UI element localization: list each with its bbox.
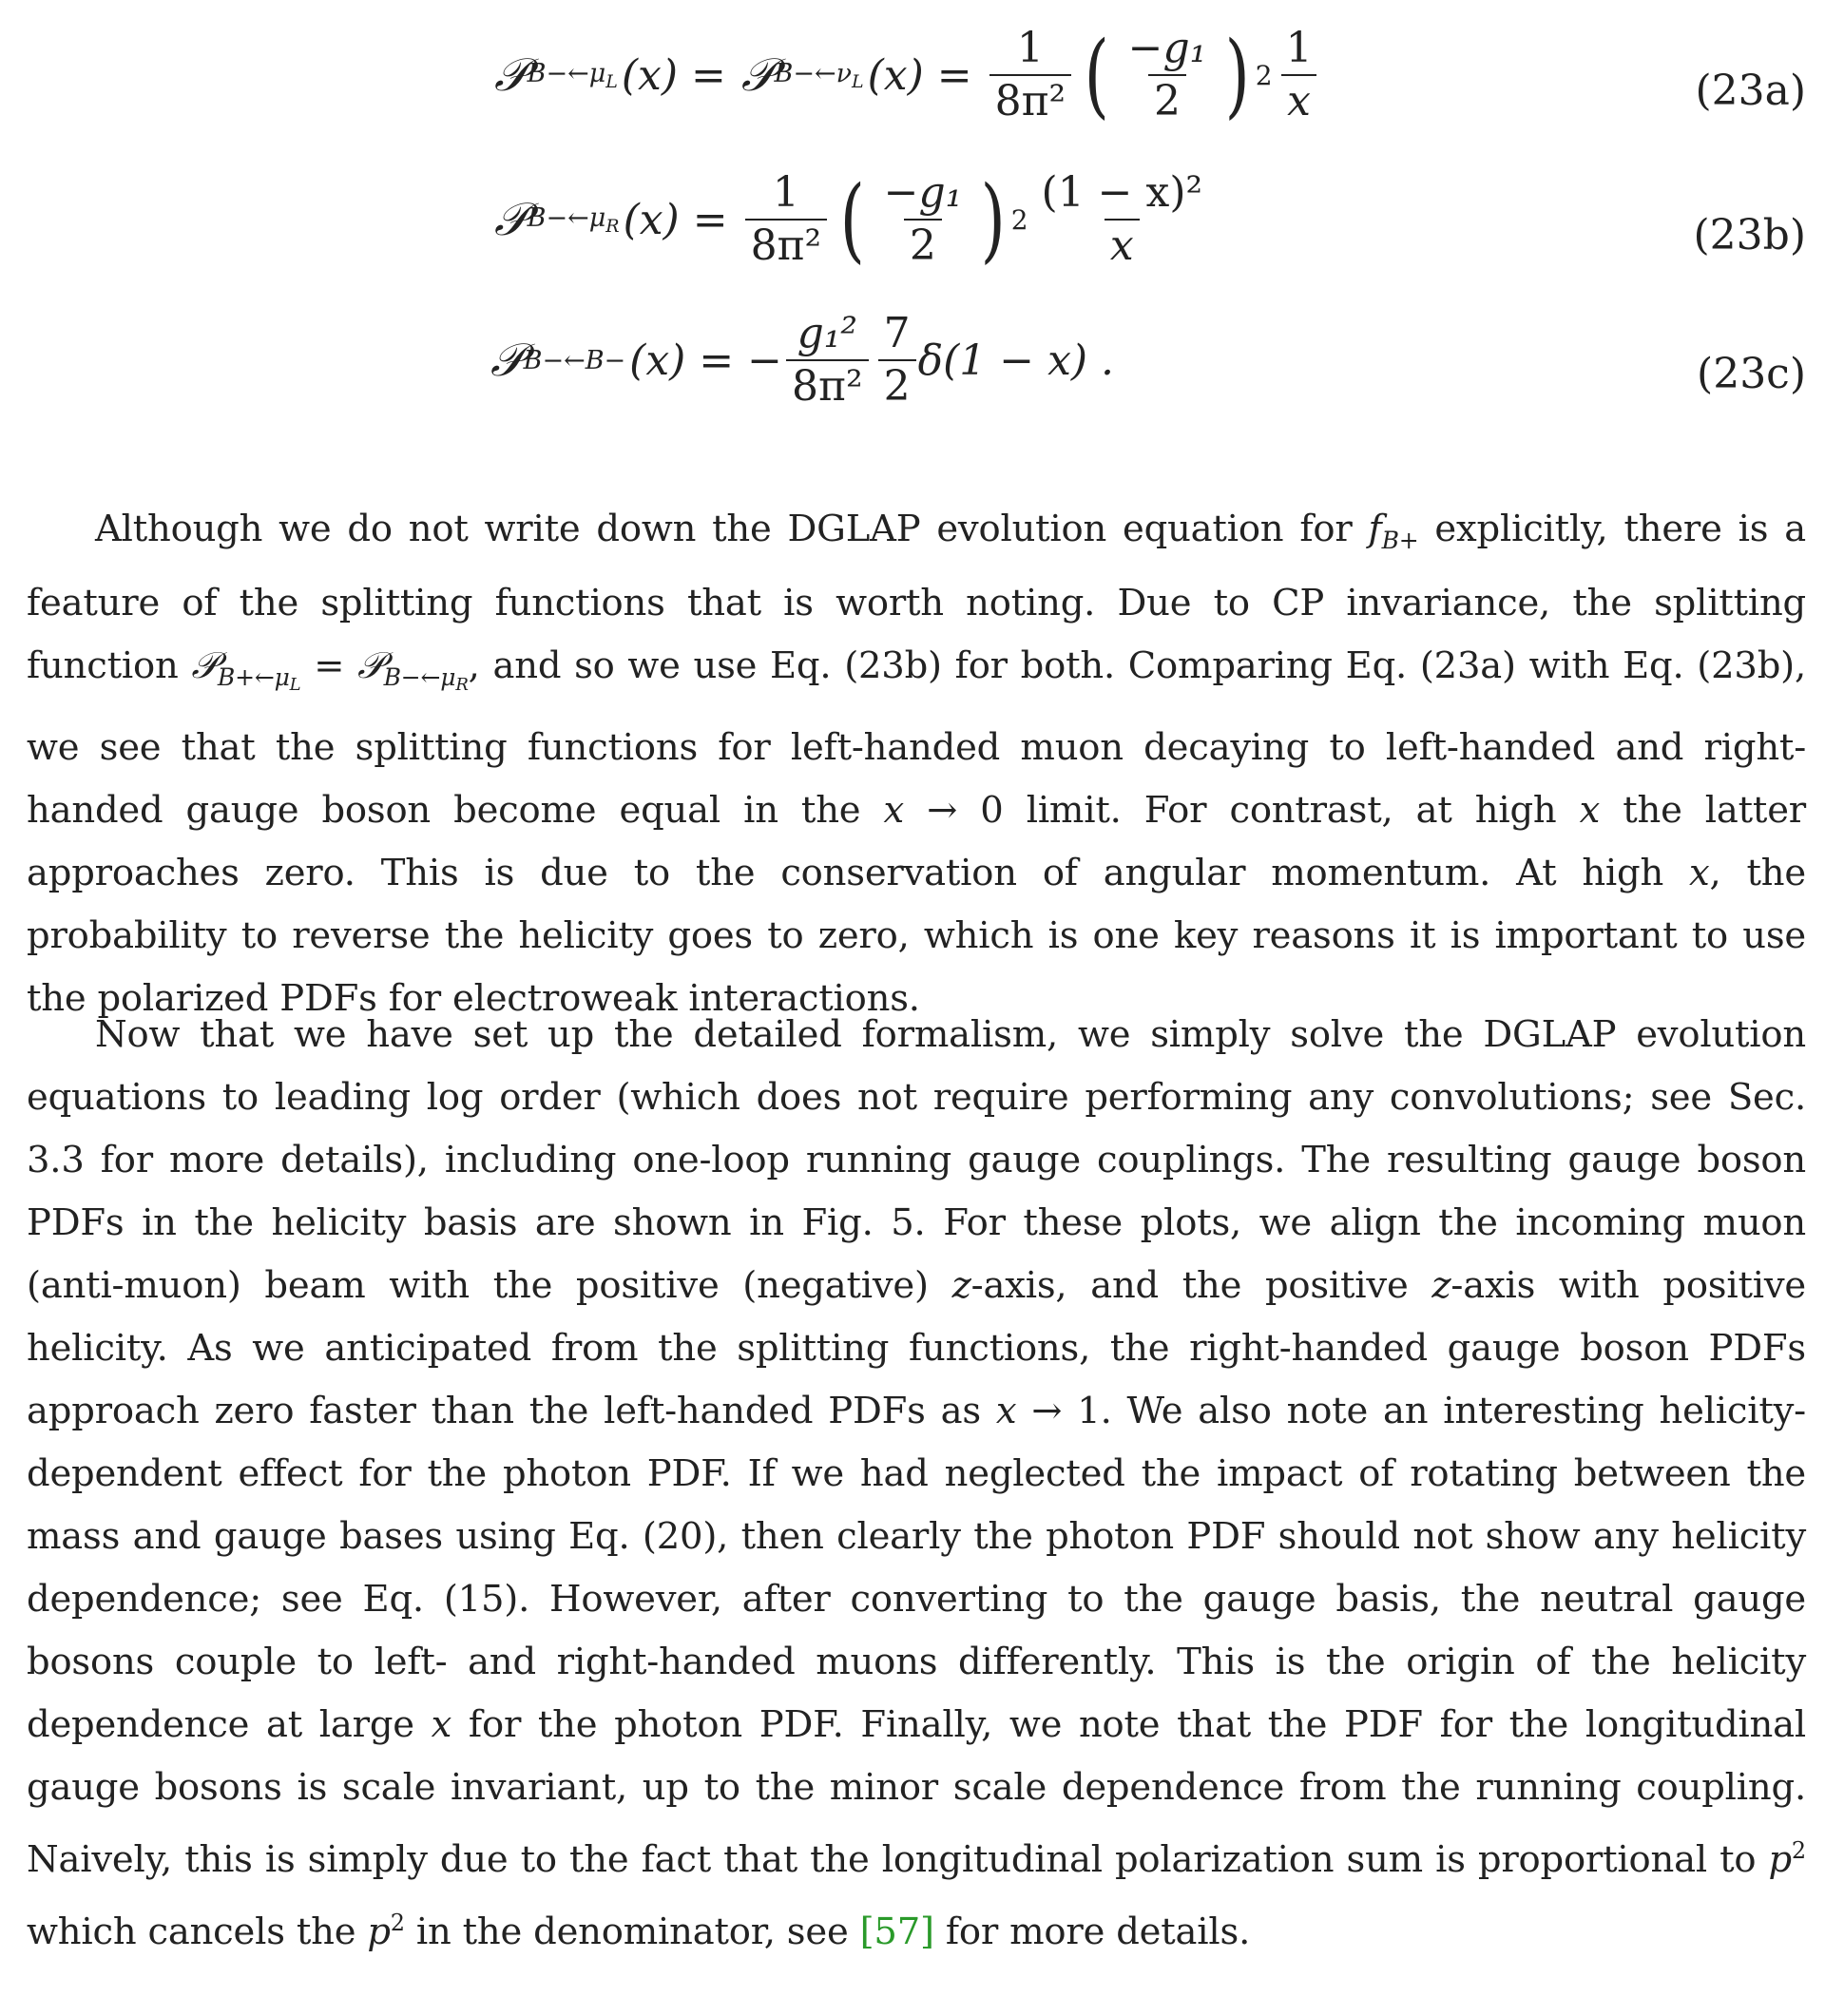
math-operator: = [300,644,358,687]
eq-symbol: 𝒫 [490,333,524,387]
equation-number: (23b) [1693,211,1806,259]
right-paren: ) [980,166,1007,274]
eq-subscript-2: L [605,70,618,92]
paper-page [27,0,1806,2016]
math-var: p [367,1910,391,1953]
paragraph-text [27,1004,1806,1964]
eq-coef-den: 8π² [745,219,828,268]
text-run: -axis, and the positive [970,1264,1432,1307]
eq-subscript-2: R [605,215,620,237]
eq-symbol: 𝒫 [494,48,528,102]
text-run: in the denominator, see [404,1910,860,1953]
text-run: which cancels the [27,1910,368,1953]
text-run: Now that we have set up the detailed formalism, we simply solve the DGLAP evolution equations to leading log order (which does not require performing any convolutions; see Sec. 3.3 for more details), including one-loop running gauge couplings. The resulting gauge boson PDFs in the helicity basis are shown in Fig. 5. For these plots, we align the incoming muon (anti-muon) beam with the positive (negative) [27,1013,1806,1307]
eq-inner-fraction [1123,24,1213,126]
math-var: x [1689,852,1710,894]
math-var: p [1768,1837,1792,1881]
math-var: z [1431,1264,1451,1307]
eq-coef-num: 1 [1016,24,1044,72]
math-var: f [1368,508,1382,550]
eq-tail-num: (1 − x)² [1041,168,1203,217]
eq-subscript-mid: B−←ν [774,58,852,88]
eq-frac2-den: 2 [878,359,916,409]
eq-inner-fraction [878,168,969,271]
eq-power: 2 [1255,59,1273,91]
eq-subscript: B−←μ [527,202,606,233]
eq-coefficient [745,168,828,271]
text-run: , and so we use Eq. (23b) for both. Comparing Eq. (23a) with Eq. (23b), we see that the splitting functions for left-handed muon decaying to left-handed and right-handed gauge boson become equal in the [27,644,1806,832]
paragraph-helicity [27,498,1806,1030]
eq-subscript: B−←B− [523,345,626,375]
eq-argument: (x) = [621,50,726,100]
math-var: x [995,1390,1017,1432]
eq-second-fraction [878,309,916,412]
text-run: explicitly, there is a feature of the splitting functions that is worth noting. Due to CP invariance, the splitting function [27,508,1806,687]
text-run: , the probability to reverse the helicity goes to zero, which is one key reasons it is important to use the polarized PDFs for electroweak interactions. [27,852,1806,1020]
eq-coef-den: 8π² [786,359,869,409]
paragraph-text [27,498,1806,1030]
eq-inner-num: −g₁ [1127,24,1207,72]
text-run: for the photon PDF. Finally, we note that the PDF for the longitudinal gauge bosons is scale invariant, up to the minor scale dependence from the running coupling. Naively, this is simply due to the fact that the longitudinal polarization sum is proportional to [27,1703,1807,1881]
math-var: x [431,1703,452,1746]
equation-23a [27,17,1806,150]
math-subscript: B+ [1381,527,1419,554]
math-subscript: B+←μ [217,663,290,691]
math-subscript: B−←μ [383,663,456,691]
eq-argument-mid: (x) = [867,50,972,100]
math-symbol: 𝒫 [191,644,218,687]
equation-number: (23a) [1695,67,1806,115]
eq-argument: (x) = [623,195,728,244]
text-run: the latter approaches zero. This is due to the conservation of angular momentum. At high [27,789,1806,894]
citation-link[interactable]: [57] [859,1910,934,1953]
eq-coefficient [786,309,869,412]
eq-subscript: B−←μ [527,58,606,88]
left-paren: ( [1084,22,1110,129]
eq-power: 2 [1010,203,1028,236]
eq-inner-den: 2 [904,219,942,268]
text-run: Although we do not write down the DGLAP evolution equation for [95,508,1369,550]
eq-symbol-mid: 𝒫 [740,48,775,102]
math-superscript: 2 [1791,1837,1806,1864]
eq-symbol: 𝒫 [494,192,528,246]
math-symbol: 𝒫 [357,644,384,687]
math-var: z [951,1264,971,1307]
eq-subscript-mid-2: L [852,70,864,92]
eq-frac2-num: 7 [883,309,911,357]
eq-argument: (x) = − [629,336,783,385]
text-run: -axis with positive helicity. As we anticipated from the splitting functions, the right-handed gauge boson PDFs approach zero faster than the left-handed PDFs as [27,1264,1806,1432]
eq-coef-den: 8π² [989,74,1072,124]
paragraph-results [27,1004,1806,1964]
eq-inner-num: −g₁ [883,168,963,217]
eq-tail-den: x [1281,74,1316,124]
eq-coef-num: 1 [772,168,799,217]
eq-tail-num: 1 [1285,24,1313,72]
math-subscript-2: L [289,675,301,695]
eq-coefficient [989,24,1072,126]
eq-tail-den: x [1105,219,1140,268]
eq-tail-fraction [1036,168,1209,271]
eq-inner-den: 2 [1148,74,1186,124]
equation-number: (23c) [1697,350,1806,398]
text-run: for more details. [933,1910,1251,1953]
math-superscript: 2 [390,1909,405,1936]
equation-23b [27,162,1806,295]
left-paren: ( [839,166,865,274]
eq-coef-num: g₁² [797,309,858,357]
text-run: → 0 limit. For contrast, at high [904,789,1580,832]
math-var: x [883,789,905,832]
math-var: x [1579,789,1601,832]
eq-tail: δ(1 − x) . [917,336,1115,385]
text-run: → 1. We also note an interesting helicity-dependent effect for the photon PDF. If we had neglected the impact of rotating between the mass and gauge bases using Eq. (20), then clearly the photon PDF should not show any helicity dependence; see Eq. (15). However, after converting to the gauge basis, the neutral gauge bosons couple to left- and right-handed muons differently. This is the origin of the helicity dependence at large [27,1390,1806,1746]
math-subscript-2: R [455,675,469,695]
right-paren: ) [1224,22,1251,129]
eq-tail-fraction [1280,24,1318,126]
equation-23c [27,306,1806,430]
